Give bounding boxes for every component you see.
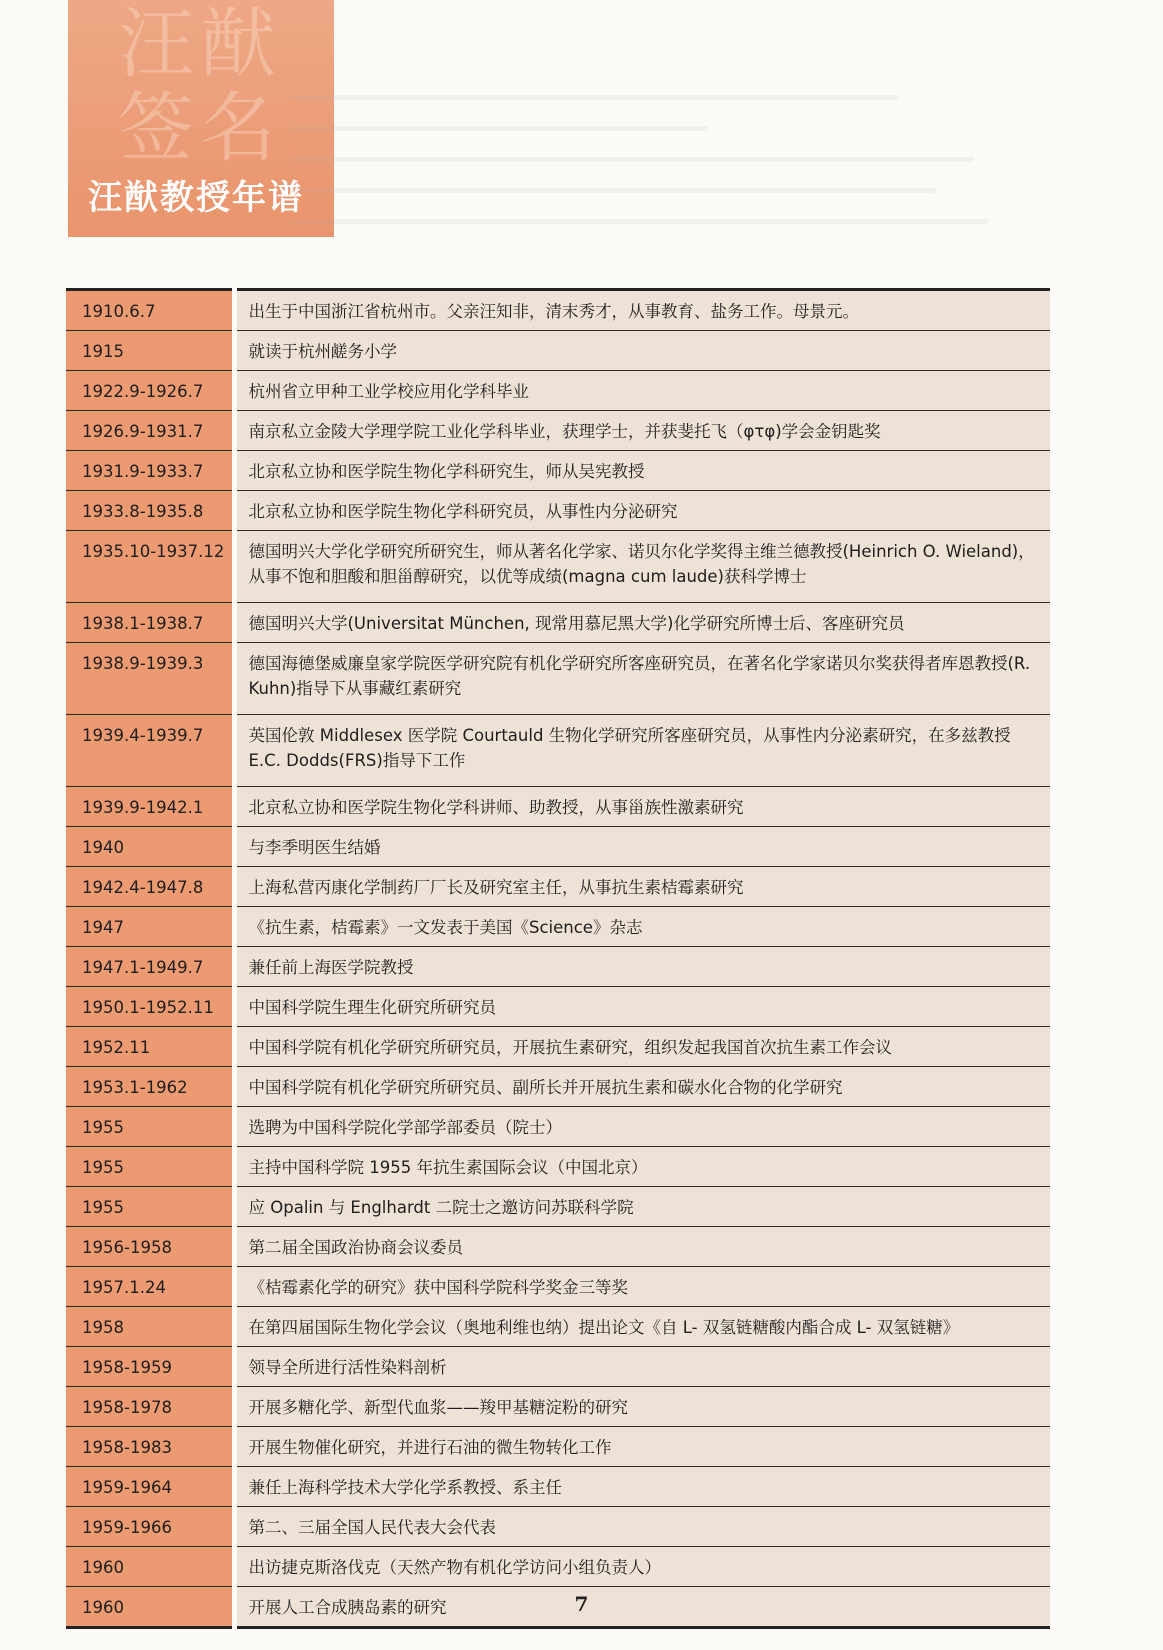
table-row	[66, 1227, 1050, 1267]
table-row	[66, 1347, 1050, 1387]
date-cell: 1955	[66, 1187, 234, 1227]
page-number: 7	[574, 1592, 589, 1616]
event-cell: 在第四届国际生物化学会议（奥地利维也纳）提出论文《自 L- 双氢链糖酸内酯合成 L- 双氢链糖》	[234, 1307, 1050, 1347]
date-cell: 1959-1966	[66, 1507, 234, 1547]
table-row	[66, 1027, 1050, 1067]
page-title: 汪猷教授年谱	[88, 178, 304, 218]
date-cell: 1958-1959	[66, 1347, 234, 1387]
date-cell: 1915	[66, 331, 234, 371]
date-cell: 1960	[66, 1587, 234, 1628]
table-row	[66, 371, 1050, 411]
event-cell: 北京私立协和医学院生物化学科研究员，从事性内分泌研究	[234, 491, 1050, 531]
event-cell: 应 Opalin 与 Englhardt 二院士之邀访问苏联科学院	[234, 1187, 1050, 1227]
event-cell: 主持中国科学院 1955 年抗生素国际会议（中国北京）	[234, 1147, 1050, 1187]
table-row	[66, 1107, 1050, 1147]
table-row	[66, 1187, 1050, 1227]
table-row	[66, 947, 1050, 987]
date-cell: 1939.9-1942.1	[66, 787, 234, 827]
date-cell: 1955	[66, 1147, 234, 1187]
event-cell: 兼任上海科学技术大学化学系教授、系主任	[234, 1467, 1050, 1507]
event-cell: 德国明兴大学化学研究所研究生，师从著名化学家、诺贝尔化学奖得主维兰德教授(Heinrich O. Wieland)，从事不饱和胆酸和胆甾醇研究，以优等成绩(magna cum laude)获科学博士	[234, 531, 1050, 603]
table-row	[66, 867, 1050, 907]
date-cell: 1933.8-1935.8	[66, 491, 234, 531]
date-cell: 1956-1958	[66, 1227, 234, 1267]
date-cell: 1940	[66, 827, 234, 867]
event-cell: 第二、三届全国人民代表大会代表	[234, 1507, 1050, 1547]
table-row	[66, 827, 1050, 867]
event-cell: 领导全所进行活性染料剖析	[234, 1347, 1050, 1387]
date-cell: 1926.9-1931.7	[66, 411, 234, 451]
table-row	[66, 907, 1050, 947]
seal-calligraphy: 汪猷 签名	[118, 0, 282, 172]
event-cell: 出访捷克斯洛伐克（天然产物有机化学访问小组负责人）	[234, 1547, 1050, 1587]
table-row	[66, 1507, 1050, 1547]
table-row	[66, 531, 1050, 603]
event-cell: 中国科学院生理生化研究所研究员	[234, 987, 1050, 1027]
event-cell: 第二届全国政治协商会议委员	[234, 1227, 1050, 1267]
date-cell: 1938.1-1938.7	[66, 603, 234, 643]
date-cell: 1942.4-1947.8	[66, 867, 234, 907]
table-row	[66, 987, 1050, 1027]
bleed-through-text	[290, 95, 1050, 285]
event-cell: 选聘为中国科学院化学部学部委员（院士）	[234, 1107, 1050, 1147]
chronology-table	[66, 288, 1050, 1629]
table-row	[66, 1307, 1050, 1347]
event-cell: 上海私营丙康化学制药厂厂长及研究室主任，从事抗生素桔霉素研究	[234, 867, 1050, 907]
table-row	[66, 643, 1050, 715]
event-cell: 杭州省立甲种工业学校应用化学科毕业	[234, 371, 1050, 411]
date-cell: 1935.10-1937.12	[66, 531, 234, 603]
date-cell: 1910.6.7	[66, 290, 234, 331]
event-cell: 就读于杭州鹾务小学	[234, 331, 1050, 371]
event-cell: 北京私立协和医学院生物化学科讲师、助教授，从事甾族性激素研究	[234, 787, 1050, 827]
table-row	[66, 787, 1050, 827]
event-cell: 中国科学院有机化学研究所研究员，开展抗生素研究，组织发起我国首次抗生素工作会议	[234, 1027, 1050, 1067]
table-row	[66, 1147, 1050, 1187]
table-row	[66, 290, 1050, 331]
date-cell: 1947	[66, 907, 234, 947]
date-cell: 1958-1983	[66, 1427, 234, 1467]
event-cell: 南京私立金陵大学理学院工业化学科毕业，获理学士，并获斐托飞（φτφ)学会金钥匙奖	[234, 411, 1050, 451]
date-cell: 1922.9-1926.7	[66, 371, 234, 411]
date-cell: 1938.9-1939.3	[66, 643, 234, 715]
table-row	[66, 715, 1050, 787]
event-cell: 出生于中国浙江省杭州市。父亲汪知非，清末秀才，从事教育、盐务工作。母景元。	[234, 290, 1050, 331]
event-cell: 兼任前上海医学院教授	[234, 947, 1050, 987]
table-row	[66, 1387, 1050, 1427]
date-cell: 1955	[66, 1107, 234, 1147]
event-cell: 与李季明医生结婚	[234, 827, 1050, 867]
date-cell: 1958	[66, 1307, 234, 1347]
date-cell: 1958-1978	[66, 1387, 234, 1427]
date-cell: 1953.1-1962	[66, 1067, 234, 1107]
table-row	[66, 1427, 1050, 1467]
event-cell: 德国海德堡威廉皇家学院医学研究院有机化学研究所客座研究员，在著名化学家诺贝尔奖获得者库恩教授(R. Kuhn)指导下从事藏红素研究	[234, 643, 1050, 715]
event-cell: 中国科学院有机化学研究所研究员、副所长并开展抗生素和碳水化合物的化学研究	[234, 1067, 1050, 1107]
table-row	[66, 1547, 1050, 1587]
table-row	[66, 331, 1050, 371]
event-cell: 《抗生素，桔霉素》一文发表于美国《Science》杂志	[234, 907, 1050, 947]
table-row	[66, 1067, 1050, 1107]
date-cell: 1947.1-1949.7	[66, 947, 234, 987]
table-row	[66, 451, 1050, 491]
date-cell: 1950.1-1952.11	[66, 987, 234, 1027]
event-cell: 《桔霉素化学的研究》获中国科学院科学奖金三等奖	[234, 1267, 1050, 1307]
table-row	[66, 1267, 1050, 1307]
event-cell: 开展生物催化研究，并进行石油的微生物转化工作	[234, 1427, 1050, 1467]
table-row	[66, 603, 1050, 643]
date-cell: 1960	[66, 1547, 234, 1587]
date-cell: 1959-1964	[66, 1467, 234, 1507]
date-cell: 1957.1.24	[66, 1267, 234, 1307]
date-cell: 1952.11	[66, 1027, 234, 1067]
event-cell: 开展多糖化学、新型代血浆——羧甲基糖淀粉的研究	[234, 1387, 1050, 1427]
event-cell: 开展人工合成胰岛素的研究	[234, 1587, 1050, 1628]
table-row	[66, 411, 1050, 451]
table-row	[66, 491, 1050, 531]
table-row	[66, 1467, 1050, 1507]
event-cell: 英国伦敦 Middlesex 医学院 Courtauld 生物化学研究所客座研究员，从事性内分泌素研究，在多兹教授 E.C. Dodds(FRS)指导下工作	[234, 715, 1050, 787]
event-cell: 北京私立协和医学院生物化学科研究生，师从吴宪教授	[234, 451, 1050, 491]
date-cell: 1939.4-1939.7	[66, 715, 234, 787]
date-cell: 1931.9-1933.7	[66, 451, 234, 491]
event-cell: 德国明兴大学(Universitat München, 现常用慕尼黑大学)化学研究所博士后、客座研究员	[234, 603, 1050, 643]
